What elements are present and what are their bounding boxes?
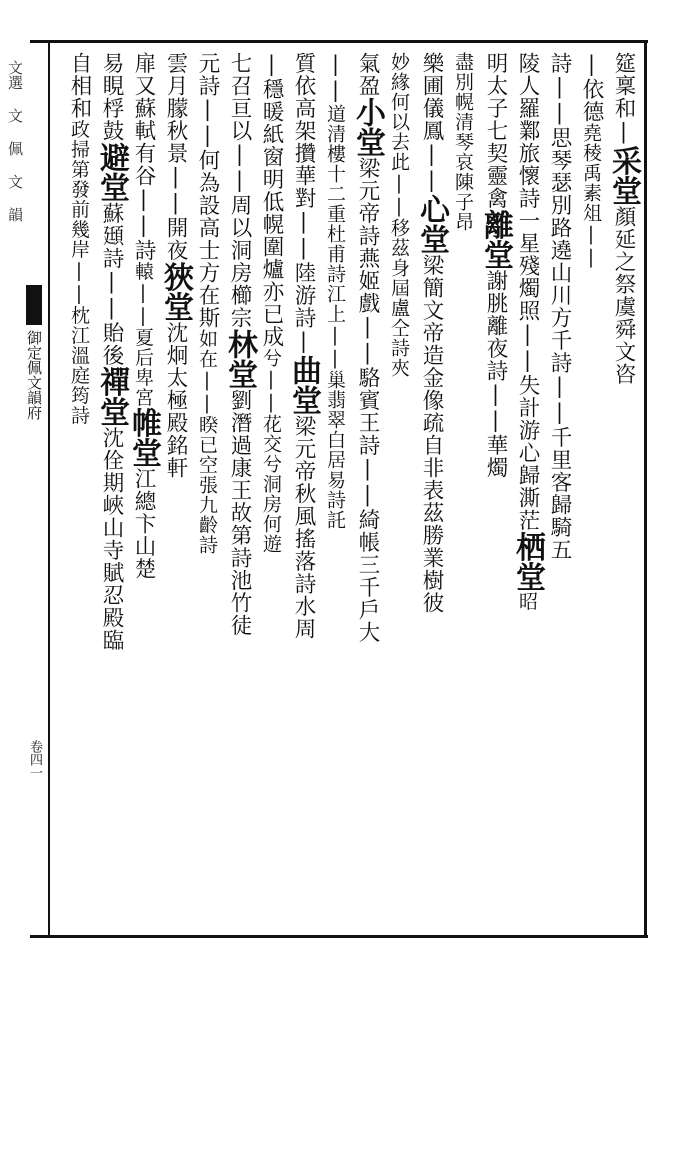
body-text: 顏延之祭虞舜文咨 bbox=[611, 205, 636, 386]
body-text: 自相和 bbox=[67, 52, 92, 120]
body-text: 七召亘以||周以洞房櫛宗 bbox=[227, 52, 252, 329]
text-column bbox=[576, 52, 607, 932]
entry-heading: 采堂 bbox=[606, 145, 641, 206]
top-rule bbox=[30, 40, 648, 43]
text-column bbox=[320, 52, 351, 932]
entry-heading: 小堂 bbox=[350, 97, 385, 157]
book-title: 御定佩文韻府 bbox=[25, 330, 43, 420]
annotation-text: 轅||夏后卑宮 bbox=[132, 261, 154, 408]
annotation-text: 盡別幌清琴哀陳子昂 bbox=[452, 52, 474, 232]
entry-heading: 狹堂 bbox=[158, 261, 193, 322]
body-text: 陵人羅鄴旅懷詩一星殘燭照||失計游心歸澌茫 bbox=[515, 52, 540, 532]
body-text: 質依高架攢華對||陸游詩| bbox=[291, 52, 316, 355]
text-column bbox=[608, 52, 639, 932]
entry-heading: 心堂 bbox=[414, 194, 449, 254]
body-text: 雲月朦秋景||開夜 bbox=[163, 52, 188, 262]
body-text: 樂圃儀鳳|| bbox=[419, 52, 444, 194]
body-text: |穩暖紙窗明低幌圍爐亦已成 bbox=[259, 52, 284, 348]
annotation-text: 岸||枕江溫庭筠詩 bbox=[68, 239, 90, 426]
entry-heading: 離堂 bbox=[478, 209, 513, 270]
text-column bbox=[192, 52, 223, 932]
annotation-text: 妙緣何以去此||移茲身屆盧仝詩夾 bbox=[388, 52, 410, 378]
body-text: 謝朓離夜詩||華燭 bbox=[483, 269, 508, 479]
entry-heading: 曲堂 bbox=[286, 355, 321, 415]
text-column bbox=[512, 52, 543, 932]
text-column bbox=[224, 52, 255, 932]
body-text: 蘇頲詩||貽後 bbox=[99, 202, 124, 367]
annotation-text: 昭 bbox=[516, 591, 538, 612]
body-text: 筵稟和| bbox=[611, 52, 636, 146]
body-text: || bbox=[323, 52, 348, 104]
text-column bbox=[128, 52, 159, 932]
text-column bbox=[64, 52, 95, 932]
entry-heading: 禪堂 bbox=[94, 366, 129, 427]
text-column bbox=[448, 52, 479, 932]
text-column bbox=[416, 52, 447, 932]
body-text: 江總卞山楚 bbox=[131, 467, 156, 580]
text-column bbox=[384, 52, 415, 932]
entry-heading: 避堂 bbox=[94, 142, 129, 202]
annotation-text: 堯稜禹素俎|| bbox=[580, 123, 602, 269]
margin-fragment: 文選 文 佩 文 韻 bbox=[6, 60, 24, 222]
body-text: 沈佺期峽山寺賦忍殿臨 bbox=[99, 426, 124, 652]
body-text: 詩||思琴瑟別路遶山川方千詩||千里客歸騎五 bbox=[547, 52, 572, 561]
text-column bbox=[352, 52, 383, 932]
body-text: 沈炯太極殿銘軒 bbox=[163, 321, 188, 479]
text-column bbox=[256, 52, 287, 932]
body-text: |依德 bbox=[579, 52, 604, 123]
annotation-text: 政掃第發前幾 bbox=[68, 119, 90, 240]
body-text: 梁元帝詩燕姬戲||駱賓王詩||綺帳三千戶大 bbox=[355, 157, 380, 644]
annotation-text: 道清樓十二重杜甫詩江上||巢翡翠白居易詩託 bbox=[324, 104, 346, 530]
text-column bbox=[160, 52, 191, 932]
body-text: 梁元帝秋風搖落詩水周 bbox=[291, 415, 316, 640]
body-text: 扉又蘇軾有谷||詩 bbox=[131, 52, 156, 262]
bottom-rule bbox=[30, 935, 648, 938]
body-text: 劉潛過康王故第詩池竹徒 bbox=[227, 389, 252, 637]
text-column bbox=[96, 52, 127, 932]
body-text: 梁簡文帝造金像疏自非表茲勝業樹彼 bbox=[419, 254, 444, 614]
entry-heading: 帷堂 bbox=[126, 407, 161, 468]
body-text: 氣盈 bbox=[355, 52, 380, 97]
annotation-text: 如在||睽已空張九齡詩 bbox=[196, 329, 218, 555]
entry-heading: 栖堂 bbox=[510, 531, 545, 592]
right-rule bbox=[644, 40, 647, 938]
annotation-text: 兮||花交兮洞房何遊 bbox=[260, 348, 282, 554]
text-column bbox=[288, 52, 319, 932]
body-text: 易睍桴鼓 bbox=[99, 52, 124, 142]
leaf-number: 卷四一 bbox=[27, 740, 42, 779]
fold-rule bbox=[48, 40, 50, 938]
body-text: 明太子七契靈禽 bbox=[483, 52, 508, 210]
body-text: 元詩||何為設高士方在斯 bbox=[195, 52, 220, 329]
text-column bbox=[544, 52, 575, 932]
entry-heading: 林堂 bbox=[222, 329, 257, 389]
text-column bbox=[480, 52, 511, 932]
fishtail-mark bbox=[26, 285, 42, 325]
